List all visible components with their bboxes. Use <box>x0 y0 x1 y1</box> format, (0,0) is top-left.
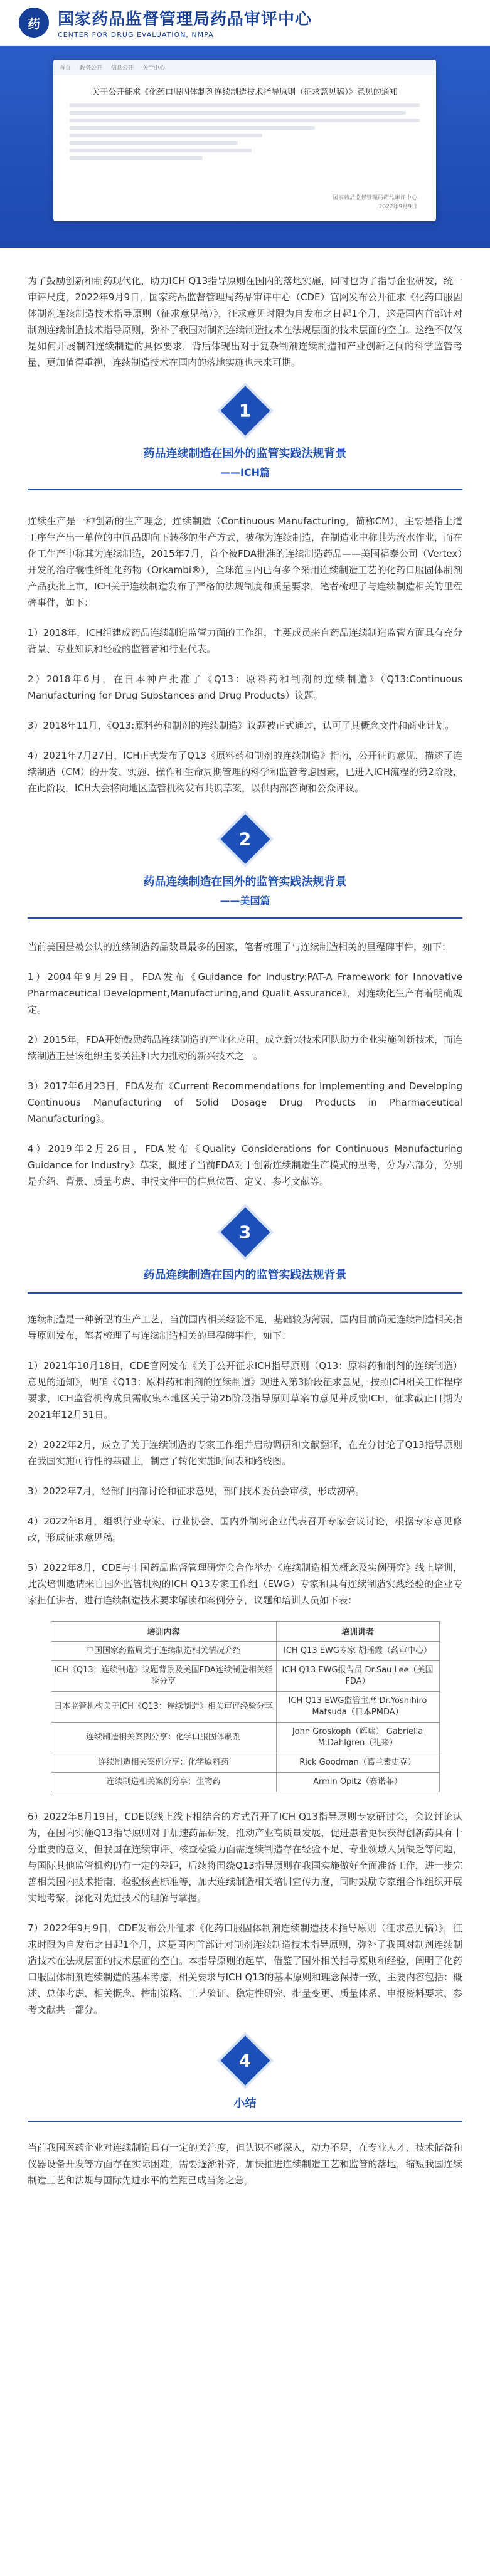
section-us <box>28 821 462 1190</box>
notice-body-lines <box>53 103 436 160</box>
section-title: 小结 <box>233 2097 257 2110</box>
table-row <box>51 1642 439 1661</box>
section-title: 药品连续制造在国外的监管实践法规背景 <box>143 447 347 460</box>
notice-window <box>53 60 436 221</box>
milestone-item: 1）2021年10月18日，CDE官网发布《关于公开征求ICH指导原则（Q13：原料药和制剂的连续制造）意见的通知》，明确《Q13：原料药和制剂的连续制造》现进入第3阶段征求意见，按照ICH相关工作程序要求，ICH监管机构成员需收集本地区关于第2b阶段指导原则草案的意见并反馈ICH，征求截止日期为2021年12月31日。 <box>28 1360 462 1420</box>
milestone-item: 2）2018年6月，在日本神户批准了《Q13：原料药和制剂的连续制造》（Q13:Continuous Manufacturing for Drug Substances and Drug Products）议题。 <box>28 673 462 701</box>
nav-item[interactable]: 政务公开 <box>80 65 103 71</box>
table-cell: 中国国家药监局关于连续制造相关情况介绍 <box>51 1642 276 1661</box>
milestone-item: 6）2022年8月19日，CDE以线上线下相结合的方式召开了ICH Q13指导原则专家研讨会，会议讨论认为，在国内实施Q13指导原则对于加速药品研发，推动产业高质量发展，促进患者更快获得创新药具有十分重要的意义，但我国在连续审评、核查检验力面需连续制造存在经验不足、专业领域人员缺乏等问题，与国际其他监管机构仍有一定的差距，后续将围绕Q13指导原则在我国实施做好全面准备工作，进一步完善相关国内技术指南、检验核查标准等，加大连续制造相关培训宣传力度，同时鼓励专家组合作组织开展实地考察，深化对先进技术的理解与掌握。 <box>28 1811 462 1904</box>
milestone-item: 1）2004年9月29日，FDA发布《Guidance for Industry:PAT-A Framework for Innovative Pharmaceutical Development,Manufacturing,and Qualit Assurance》，对连续化生产有着明确规定。 <box>28 971 462 1015</box>
site-header <box>0 0 490 46</box>
milestone-item: 5）2022年8月，CDE与中国药品监督管理研究会合作举办《连续制造相关概念及实例研究》线上培训，此次培训邀请来自国外监管机构的ICH Q13专家工作组（EWG）专家和具有连续制造实践经验的企业专家担任讲者，进行连续制造技术要求解读和案例分享，议题和培训人员如下表： <box>28 1562 462 1606</box>
milestone-item: 4）2019年2月26日，FDA发布《Quality Considerations for Continuous Manufacturing Guidance for Industry》草案，概述了当前FDA对于创新连续制造生产模式的思考，分为六部分，分别是介绍、背景、质量考虑、申报文件中的信息位置、定义、参考文献等。 <box>28 1143 462 1187</box>
table-cell: 连续制造相关案例分享：化学原料药 <box>51 1753 276 1773</box>
table-cell: 连续制造相关案例分享：生物药 <box>51 1773 276 1792</box>
section-divider <box>28 489 462 490</box>
section-divider <box>28 2121 462 2122</box>
table-header-row <box>51 1622 439 1642</box>
table-row <box>51 1753 439 1773</box>
table-cell: ICH Q13 EWG监管主席 Dr.Yoshihiro Matsuda（日本PMDA） <box>276 1692 439 1723</box>
milestone-item: 3）2017年6月23日，FDA发布《Current Recommendations for Implementing and Developing Continuous Manufacturing of Solid Dosage Drug Products in Pharmaceutical Manufacturing》。 <box>28 1080 462 1124</box>
milestone-item: 7）2022年9月9日，CDE发布公开征求《化药口服固体制剂连续制造技术指导原则（征求意见稿）》，征求时限为自发布之日起1个月，这是国内首部针对制剂连续制造技术指导原则，弥补了我国对制剂连续制造技术在法规层面的技术层面的空白。本指导原则的起草，借鉴了国外相关指导原则和经验，阐明了化药口服固体制剂连续制造的基本考虑，相关要求与ICH Q13的基本原则和理念保持一致，主要内容包括：概述、总体考虑、相关概念、控制策略、工艺验证、稳定性研究、批量变更、质量体系、申报资料要求、参考文献共十部分。 <box>28 1923 462 2015</box>
table-row <box>51 1723 439 1753</box>
section-header <box>28 2043 462 2122</box>
table-cell: ICH《Q13：连续制造》议题背景及美国FDA连续制造相关经验分享 <box>51 1661 276 1692</box>
cde-logo: 药 <box>19 8 49 38</box>
table-cell: John Groskoph（辉瑞） Gabriella M.Dahlgren（礼来） <box>276 1723 439 1753</box>
notice-nav <box>53 60 436 75</box>
table-row <box>51 1773 439 1792</box>
section-number-badge: 1 <box>220 386 270 435</box>
section-lead: 当前我国医药企业对连续制造具有一定的关注度，但认识不够深入，动力不足，在专业人才、技术储备和仪器设备开发等方面存在实际困难，需要逐渐补齐，加快推进连续制造工艺和监管的落地，缩短我国连续制造工艺和法规与国际先进水平的差距已成当务之急。 <box>28 2142 462 2186</box>
table-row <box>51 1661 439 1692</box>
site-title-en: CENTER FOR DRUG EVALUATION, NMPA <box>58 31 214 39</box>
table-row <box>51 1692 439 1723</box>
milestone-item: 4）2021年7月27日，ICH正式发布了Q13《原料药和制剂的连续制造》指南，公开征询意见，描述了连续制造（CM）的开发、实施、操作和生命周期管理的科学和监管考虑因素，已进入ICH流程的第2阶段，在此阶段，ICH大会将向地区监管机构发布共识草案，以供内部咨询和公众评议。 <box>28 750 463 794</box>
section-title: 药品连续制造在国内的监管实践法规背景 <box>143 1269 347 1282</box>
training-table <box>51 1621 440 1792</box>
notice-signature <box>333 194 417 211</box>
section-number-badge: 3 <box>220 1207 270 1257</box>
section-number-badge: 2 <box>220 814 270 863</box>
table-cell: ICH Q13 EWG报告员 Dr.Sau Lee（美国FDA） <box>276 1661 439 1692</box>
table-cell: ICH Q13 EWG专家 胡瑶霞（药审中心） <box>276 1642 439 1661</box>
notice-sign-date: 2022年9月9日 <box>378 204 417 210</box>
section-divider <box>28 917 462 919</box>
section-summary <box>28 2043 462 2188</box>
site-title <box>58 6 312 39</box>
section-subtitle: ——美国篇 <box>220 895 270 907</box>
table-cell: 日本监管机构关于ICH《Q13：连续制造》相关审评经验分享 <box>51 1692 276 1723</box>
milestone-item: 1）2018年，ICH组建成药品连续制造监管力面的工作组，主要成员来自药品连续制造监管方面具有充分背景、专业知识和经验的监管者和行业代表。 <box>28 627 462 655</box>
section-header <box>28 393 462 490</box>
nav-item[interactable]: 信息公开 <box>111 65 134 71</box>
section-title: 药品连续制造在国外的监管实践法规背景 <box>143 875 347 889</box>
section-lead: 当前美国是被公认的连续制造药品数量最多的国家，笔者梳理了与连续制造相关的里程碑事件，如下： <box>28 941 452 953</box>
site-title-cn: 国家药品监督管理局药品审评中心 <box>58 10 312 29</box>
milestone-item: 2）2022年2月，成立了关于连续制造的专家工作组并启动调研和文献翻译，在充分讨论了Q13指导原则在我国实施可行性的基础上，制定了转化实施时间表和路线图。 <box>28 1439 462 1467</box>
section-divider <box>28 1292 462 1294</box>
section-lead: 连续生产是一种创新的生产理念，连续制造（Continuous Manufacturing，简称CM），主要是指上道工序生产出一单位的中间品即向下转移的生产方式，被称为连续制造，在制造业中称其为流水作业，而在化工生产中称其为连续制造，2015年7月，首个被FDA批准的连续制造药品——美国福泰公司（Vertex）开发的治疗囊性纤维化药物（Orkambi®），全球范围内已有多个采用连续制造工艺的化药口服固体制剂产品获批上市，ICH关于连续制造发布了严格的法规制度和质量要求，笔者梳理了与连续制造相关的里程碑事件，如下： <box>28 515 462 608</box>
nav-item[interactable]: 关于中心 <box>142 65 166 71</box>
section-ich <box>28 393 462 796</box>
milestone-item: 3）2022年7月，经部门内部讨论和征求意见，部门技术委员会审核，形成初稿。 <box>28 1486 365 1497</box>
notice-screenshot <box>0 46 490 248</box>
table-cell: Rick Goodman（葛兰素史克） <box>276 1753 439 1773</box>
table-cell: Armin Opitz（赛诺菲） <box>276 1773 439 1792</box>
section-number-badge: 4 <box>220 2035 270 2085</box>
milestone-item: 4）2022年8月，组织行业专家、行业协会、国内外制药企业代表召开专家会议讨论，根据专家意见修改，形成征求意见稿。 <box>28 1516 462 1543</box>
nav-item[interactable]: 首页 <box>60 65 72 71</box>
section-header <box>28 821 462 919</box>
milestone-item: 2）2015年，FDA开始鼓励药品连续制造的产业化应用，成立新兴技术团队助力企业实施创新技术，而连续制造正是该组织主要关注和大力推动的新兴技术之一。 <box>28 1034 462 1062</box>
table-cell: 连续制造相关案例分享：化学口服固体制剂 <box>51 1723 276 1753</box>
notice-sign-org: 国家药品监督管理局药品审评中心 <box>332 195 417 201</box>
section-lead: 连续制造是一种新型的生产工艺，当前国内相关经验不足，基础较为薄弱，国内目前尚无连续制造相关指导原则发布，笔者梳理了与连续制造相关的里程碑事件，如下： <box>28 1314 462 1341</box>
section-header <box>28 1215 462 1294</box>
intro-paragraph: 为了鼓励创新和制药现代化，助力ICH Q13指导原则在国内的落地实施，同时也为了指导企业研发，统一审评尺度，2022年9月9日，国家药品监督管理局药品审评中心（CDE）官网发布公开征求《化药口服固体制剂连续制造技术指导原则（征求意见稿）》，征求意见时限为自发布之日起1个月，这是国内首部针对制剂连续制造技术指导原则，弥补了我国对制剂连续制造技术在法规层面的技术层面的空白。这绝不仅仅是如何开展制剂连续制造的具体要求，背后体现出对于复杂制剂连续制造和产业创新之间的科学监管考量，更加值得重视，连续制造技术在国内的落地实施也未来可期。 <box>28 275 462 368</box>
article-content <box>0 273 490 2188</box>
table-header-cell: 培训内容 <box>51 1622 276 1642</box>
section-china <box>28 1215 462 2018</box>
notice-title: 关于公开征求《化药口服固体制剂连续制造技术指导原则（征求意见稿）》意见的通知 <box>92 88 398 97</box>
table-header-cell: 培训讲者 <box>276 1622 439 1642</box>
milestone-item: 3）2018年11月，《Q13:原料药和制剂的连续制造》议题被正式通过，认可了其概念文件和商业计划。 <box>28 720 455 731</box>
section-subtitle: ——ICH篇 <box>220 467 270 478</box>
